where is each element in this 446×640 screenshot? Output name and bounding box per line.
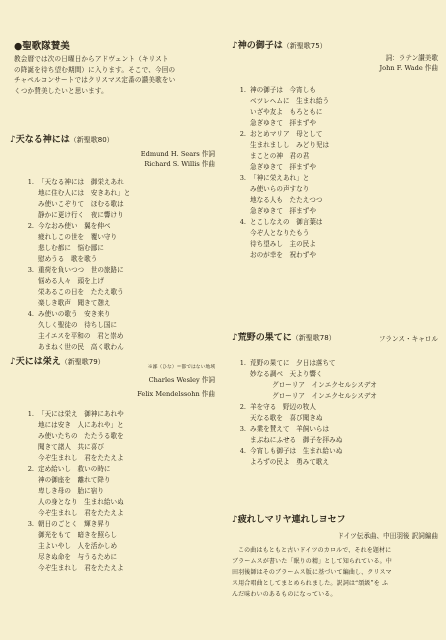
intro-line: チャペルコンサートではクリスマス定番の讃美歌をい xyxy=(14,76,176,85)
stanza: 2. 今なおみ使い 翼を伸べ 疲れしこの世を 覆い守り 悲しむ都に 悩む鄙に 慰めうる 歌を歌う xyxy=(27,222,118,263)
song-title: ♪疲れしマリヤ連れしヨセフ xyxy=(232,515,346,525)
stanza: 3. 「神に栄えあれ」と み使いらの声すなり 地なる人も たたえつつ 急ぎゆきて 拝まずや xyxy=(239,174,323,215)
refrain-line: グローリア インエクセルシスデオ xyxy=(272,392,377,400)
footnote: ※鄙（ひな）＝都ではない地域 xyxy=(147,365,215,370)
song-tsukareshi-mariya xyxy=(232,512,438,600)
stanza: 3. 朝日のごとく 輝き昇り 御光をもて 暗きを照らし 主よいやし 人を活かしめ 尽きぬ命を 与うるために 今ぞ生まれし 君をたたえよ xyxy=(27,520,124,572)
origin-credit: フランス・キャロル xyxy=(378,335,438,343)
stanza: 3. 重荷を負いつつ 世の旅路に 悩める人々 頭を上げ 栄あるこの日を たたえ歌う 楽しき歌声 聞きて憩え xyxy=(27,266,124,307)
composer-credit: Richard S. Willis 作曲 xyxy=(144,160,215,168)
stanza: 2. 定め給いし 救いの時に 神の御座を 離れて降り 卑しき母の 胎に宿り 人の身となり 生まれ給いぬ 今ぞ生まれし 君をたたえよ xyxy=(27,465,124,517)
song-title: ♪荒野の果てに（新聖歌78） xyxy=(232,333,336,343)
stanza: 1. 「天なる神には 御栄えあれ 地に住む人には 安きあれ」と み使いこぞりて ほむる歌は 静かに更け行く 夜に響けり xyxy=(27,178,131,219)
hymn-number: （新聖歌80） xyxy=(69,136,114,144)
song-ten-niwa-sakae xyxy=(10,354,215,574)
song-title: ♪天なる神には（新聖歌80） xyxy=(10,135,114,145)
lyricist-credit: Charles Wesley 作詞 xyxy=(148,376,215,384)
stanza: 1. 荒野の果てに 夕日は落ちて 妙なる調べ 天より響く グローリア インエクセルシスデオ グローリア インエクセルシスデオ xyxy=(232,358,438,402)
intro-line: くつか賛美したいと思います。 xyxy=(14,86,108,95)
lyricist-credit: 詞：ラテン讃美歌 xyxy=(385,54,438,62)
stanza: 3. み業を賛えて 羊飼いらは まぶねにふせる 御子を拝みぬ xyxy=(239,425,343,444)
stanza: 4. み使いの歌う 安き来り 久しく聖徒の 待ちし国に 主イエスを平和の 君と崇め あまねく世の民 高く歌わん xyxy=(27,310,124,351)
song-ten-naru-kami xyxy=(10,132,215,370)
lyricist-credit: Edmund H. Sears 作詞 xyxy=(140,150,215,158)
hymn-number: （新聖歌79） xyxy=(60,358,105,366)
refrain-line: グローリア インエクセルシスデオ xyxy=(272,381,377,389)
hymn-number: （新聖歌78） xyxy=(291,334,336,342)
song-areno-no-hate xyxy=(232,330,438,468)
stanza: 4. とこしなえの 御言葉は 今ぞ人となりたもう 待ち望みし 主の民よ おのが幸を 祝わずや xyxy=(239,218,323,259)
composer-credit: Felix Mendelssohn 作曲 xyxy=(137,390,215,398)
hymn-number: （新聖歌75） xyxy=(282,42,327,50)
stanza: 1. 「天には栄え 御神にあれや 地には安き 人にあれや」と み使いたちの たたうる歌を 聞きて諸人 共に喜び 今ぞ生まれし 君をたたえよ xyxy=(27,410,124,462)
intro-title: ●聖歌隊賛美 xyxy=(14,41,70,52)
composer-credit: John F. Wade 作曲 xyxy=(379,64,438,72)
song-title: ♪天には栄え（新聖歌79） xyxy=(10,357,105,367)
stanza: 2. おとめマリア 母として 生まれましし みどり児は まことの神 君の君 急ぎゆきて 拝まずや xyxy=(239,130,330,171)
song-kami-no-miko xyxy=(232,38,438,261)
stanza: 1. 神の御子は 今宵しも ベツレヘムに 生まれ給う いざや友よ もろともに 急ぎゆきて 拝まずや xyxy=(239,86,330,127)
song-description: この曲はもともと古いドイツのカロルで、それを題材に ブラームスが書いた「眠りの精」として知られている。中 田羽後師はそのブラームス版に基づいて編曲し、クリスマ ス用合唱曲としてまとめられました。訳詞は“頌級”を ふ んだ味わいのあるものになっている。 xyxy=(232,547,392,598)
stanza: 2. 羊を守る 野辺の牧人 天なる歌を 喜び聞きぬ xyxy=(239,403,323,422)
intro-line: の降誕を待ち望む期間）に入ります。そこで、今回の xyxy=(14,65,176,74)
intro-section xyxy=(14,38,214,96)
stanza: 4. 今宵しも御子は 生まれ給いぬ よろずの民よ 勇みて歌え xyxy=(239,447,343,466)
song-title: ♪神の御子は（新聖歌75） xyxy=(232,41,327,51)
arranger-credit: ドイツ伝承曲、中田羽後 訳詞編曲 xyxy=(337,532,438,540)
intro-line: 教会暦では次の日曜日からアドヴェント（キリスト xyxy=(14,55,169,63)
